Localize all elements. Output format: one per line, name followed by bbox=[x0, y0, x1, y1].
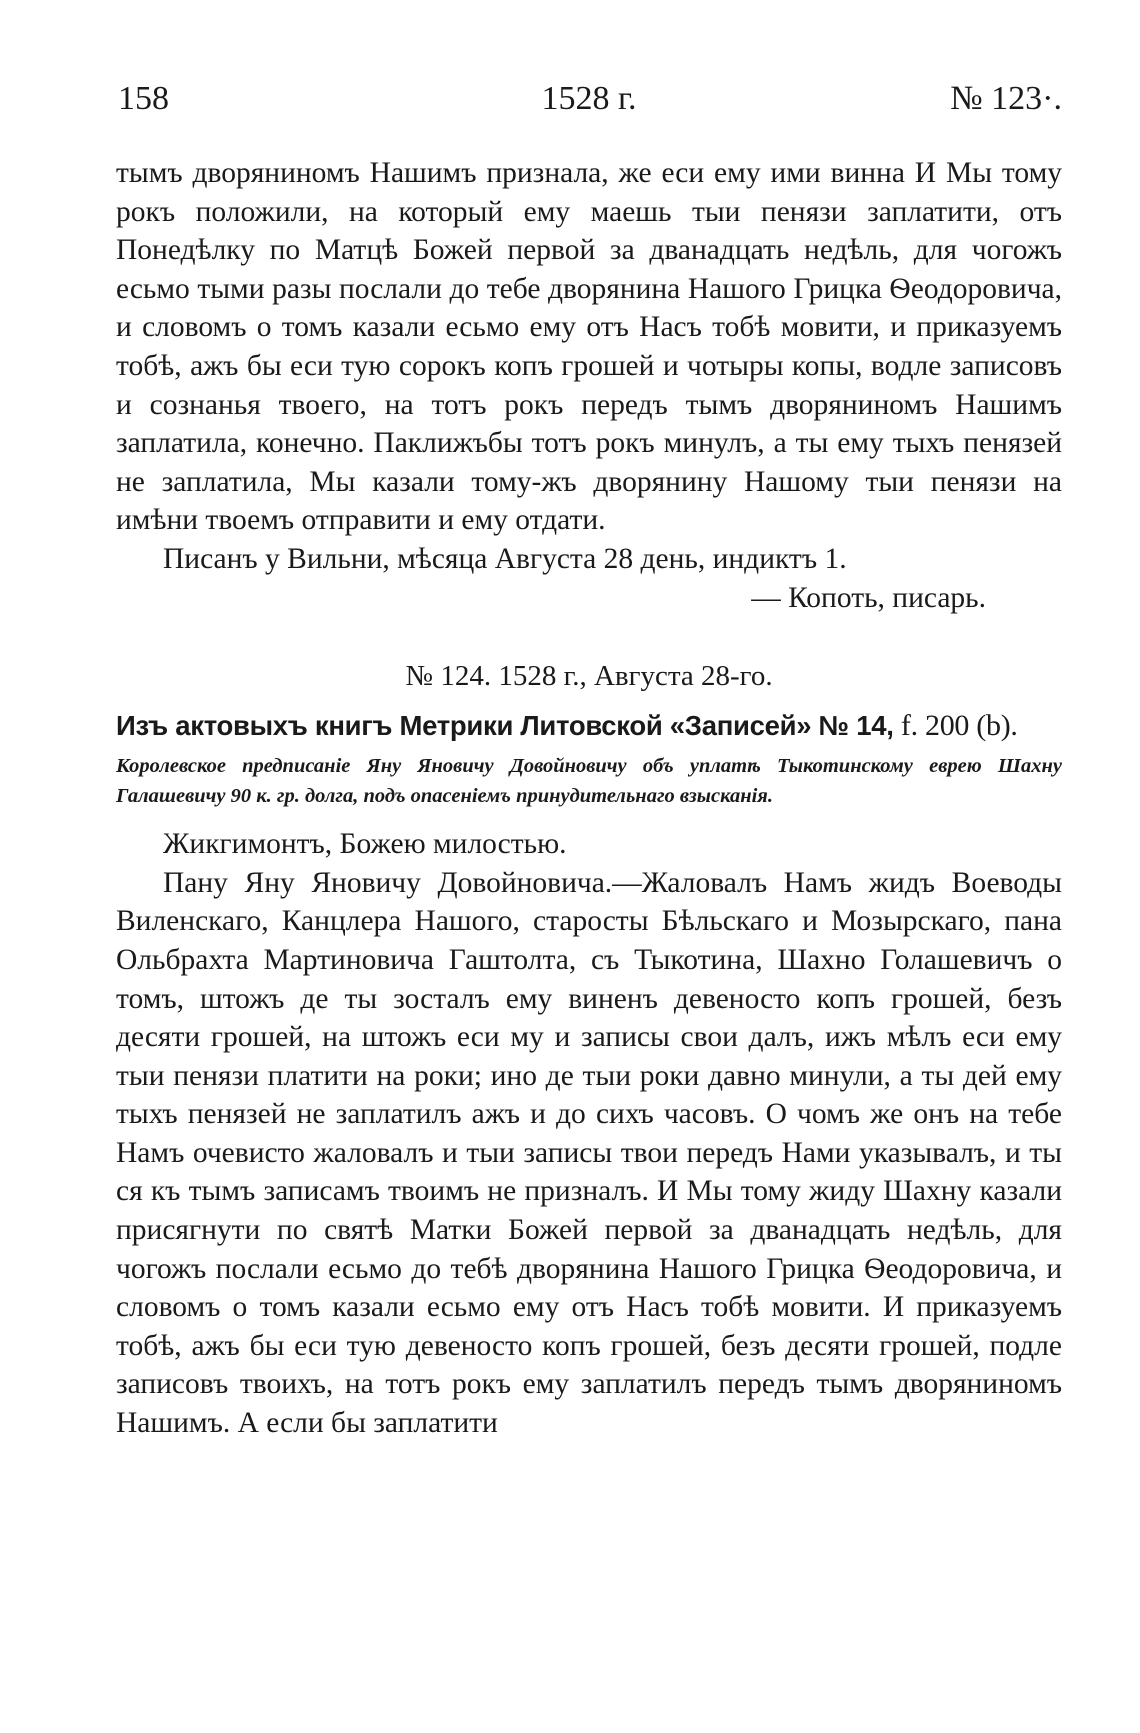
source-reference bbox=[116, 707, 1062, 745]
date-line: Писанъ у Вильни, мѣсяца Августа 28 день, индиктъ 1. bbox=[163, 542, 847, 575]
page-number: 158 bbox=[118, 80, 169, 117]
continuation-text: тымъ дворяниномъ Нашимъ признала, же еси ему ими винна И Мы тому рокъ положили, на который ему маешь тыи пенязи заплатити, отъ Понедѣлку по Матцѣ Божей первой за дванадцать недѣль, для чогожъ есьмо тыми разы послали до тебе дворянина Нашого Грицка Ѳеодоровича, и словомъ о томъ казали есьмо ему отъ Насъ тобѣ мовити, и приказуемъ тобѣ, ажъ бы еси тую сорокъ копъ грошей и чотыры копы, водле записовъ и сознанья твоего, на тотъ рокъ передъ тымъ дворяниномъ Нашимъ заплатила, конечно. Паклижъбы тотъ рокъ минулъ, а ты ему тыхъ пенязей не заплатила, Мы казали тому-жъ дворянину Нашому тыи пенязи на имѣни твоемъ отправити и ему отдати. bbox=[116, 157, 1062, 537]
document-page bbox=[116, 80, 1062, 1443]
source-folio: f. 200 (b). bbox=[900, 709, 1018, 743]
greeting-line: Жикгимонтъ, Божею милостью. bbox=[163, 828, 567, 861]
signature-line: — Копоть, писарь. bbox=[751, 581, 986, 614]
document-summary: Королевское предписаніе Яну Яновичу Довойновичу объ уплатѣ Тыкотинскому еврею Шахну Галашевичу 90 к. гр. долга, подъ опасеніемъ принудительнаго взысканія. bbox=[116, 755, 1062, 808]
document-body: Пану Яну Яновичу Довойновича.—Жаловалъ Намъ жидъ Воеводы Виленскаго, Канцлера Нашого, старосты Бѣльскаго и Мозырскаго, пана Ольбрахта Мартиновича Гаштолта, съ Тыкотина, Шахно Голашевичъ о томъ, штожъ де ты зосталъ ему виненъ девеносто копъ грошей, безъ десяти грошей, на штожъ еси му и записы свои далъ, ижъ мѣлъ еси ему тыи пенязи платити на роки; ино де тыи роки давно минули, а ты дей ему тыхъ пенязей не заплатилъ ажъ и до сихъ часовъ. О чомъ же онъ на тебе Намъ очевисто жаловалъ и тыи записы твои передъ Нами указывалъ, и ты ся къ тымъ записамъ твоимъ не призналъ. И Мы тому жиду Шахну казали присягнути по святѣ Матки Божей первой за дванадцать недѣль, для чогожъ послали есьмо до тебѣ дворянина Нашого Грицка Ѳеодоровича, и словомъ о томъ казали есьмо ему отъ Насъ тобѣ мовити. И приказуемъ тобѣ, ажъ бы еси тую девеносто копъ грошей, безъ десяти грошей, подле записовъ твоихъ, на тотъ рокъ ему заплатилъ передъ тымъ дворяниномъ Нашимъ. А если бы заплатити bbox=[116, 866, 1062, 1440]
document-title: № 124. 1528 г., Августа 28-го. bbox=[405, 660, 773, 693]
running-doc-number: № 123·. bbox=[950, 80, 1062, 117]
page-header bbox=[116, 80, 1062, 130]
running-year: 1528 г. bbox=[541, 80, 637, 117]
source-prefix: Изъ актовыхъ книгъ Метрики Литовской «Записей» № 14, bbox=[116, 710, 894, 742]
